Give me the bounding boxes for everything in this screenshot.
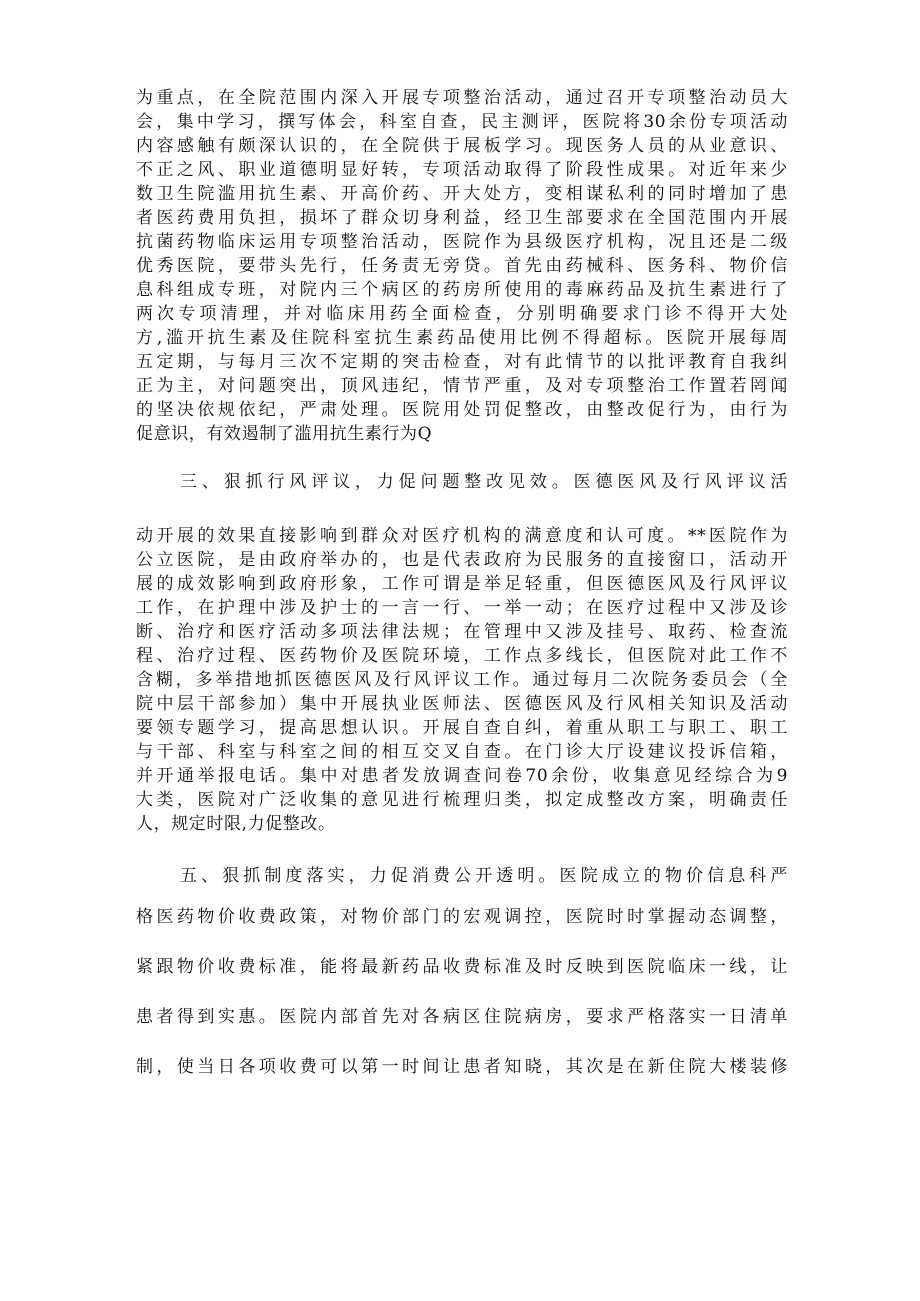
text-line: 患者得到实惠。医院内部首先对各病区住院病房，要求严格落实一日清单 (136, 1007, 788, 1027)
text-line: 含糊，多举措地抓医德医风及行风评议工作。通过每月二次院务委员会（全 (136, 670, 788, 690)
text-line: 公立医院，是由政府举办的，也是代表政府为民服务的直接窗口，活动开 (136, 550, 788, 570)
text-line: 程、治疗过程、医药物价及医院环境，工作点多线长，但医院对此工作不 (136, 646, 788, 666)
text-line: 工作，在护理中涉及护士的一言一行、一举一动；在医疗过程中又涉及诊 (136, 598, 788, 618)
text-line: 抗菌药物临床运用专项整治活动，医院作为县级医疗机构，况且还是二级 (136, 232, 788, 252)
paragraph-price-transparency (136, 892, 788, 1092)
text-line: 制，使当日各项收费可以第一时间让患者知晓，其次是在新住院大楼装修 (136, 1057, 788, 1077)
paragraph-special-rectification (136, 86, 788, 446)
text-line: 断、治疗和医疗活动多项法律法规；在管理中又涉及挂号、取药、检查流 (136, 622, 788, 642)
text-line: 两次专项清理，并对临床用药全面检查，分别明确要求门诊不得开大处 (136, 304, 788, 324)
text-line: 不正之风、职业道德明显好转，专项活动取得了阶段性成果。对近年来少 (136, 160, 788, 180)
text-line: 息科组成专班，对院内三个病区的药房所使用的毒麻药品及抗生素进行了 (136, 280, 788, 300)
text-line: 院中层干部参加）集中开展执业医师法、医德医风及行风相关知识及活动 (136, 694, 788, 714)
text-line: 五定期，与每月三次不定期的突击检查，对有此情节的以批评教育自我纠 (136, 352, 788, 372)
text-line: 方,滥开抗生素及住院科室抗生素药品使用比例不得超标。医院开展每周 (136, 328, 788, 348)
section-heading-five: 五、狠抓制度落实，力促消费公开透明。医院成立的物价信息科严 (180, 866, 788, 886)
paragraph-conduct-review (136, 524, 788, 836)
text-line: 者医药费用负担，损坏了群众切身利益，经卫生部要求在全国范围内开展 (136, 208, 788, 228)
text-line: 促意识，有效遏制了滥用抗生素行为Q (136, 424, 433, 444)
text-line: 会，集中学习，撰写体会，科室自查，民主测评，医院将30余份专项活动 (136, 112, 788, 132)
text-line: 大类，医院对广泛收集的意见进行梳理归类，拟定成整改方案，明确责任 (136, 790, 788, 810)
text-line: 要领专题学习，提高思想认识。开展自查自纠，着重从职工与职工、职工 (136, 718, 788, 738)
text-line: 并开通举报电话。集中对患者发放调查问卷70余份，收集意见经综合为9 (136, 766, 788, 786)
text-line: 的坚决依规依纪，严肃处理。医院用处罚促整改，由整改促行为，由行为 (136, 400, 788, 420)
text-line: 紧跟物价收费标准，能将最新药品收费标准及时反映到医院临床一线，让 (136, 957, 788, 977)
text-line: 为重点，在全院范围内深入开展专项整治活动，通过召开专项整治动员大 (136, 88, 788, 108)
text-line: 格医药物价收费政策，对物价部门的宏观调控，医院时时掌握动态调整， (136, 907, 788, 927)
text-line: 人，规定时限,力促整改。 (136, 814, 336, 834)
text-line: 展的成效影响到政府形象，工作可谓是举足轻重，但医德医风及行风评议 (136, 574, 788, 594)
text-line: 正为主，对问题突出，顶风违纪，情节严重，及对专项整治工作置若罔闻 (136, 376, 788, 396)
text-line: 优秀医院，要带头先行，任务责无旁贷。首先由药械科、医务科、物价信 (136, 256, 788, 276)
text-line: 动开展的效果直接影响到群众对医疗机构的满意度和认可度。**医院作为 (136, 526, 788, 546)
document-page (136, 86, 788, 1092)
section-heading-three: 三、狠抓行风评议，力促问题整改见效。医德医风及行风评议活 (180, 472, 788, 492)
text-line: 内容感触有颇深认识的，在全院供于展板学习。现医务人员的从业意识、 (136, 136, 788, 156)
text-line: 数卫生院滥用抗生素、开高价药、开大处方，变相谋私利的同时增加了患 (136, 184, 788, 204)
text-line: 与干部、科室与科室之间的相互交叉自查。在门诊大厅设建议投诉信箱， (136, 742, 788, 762)
